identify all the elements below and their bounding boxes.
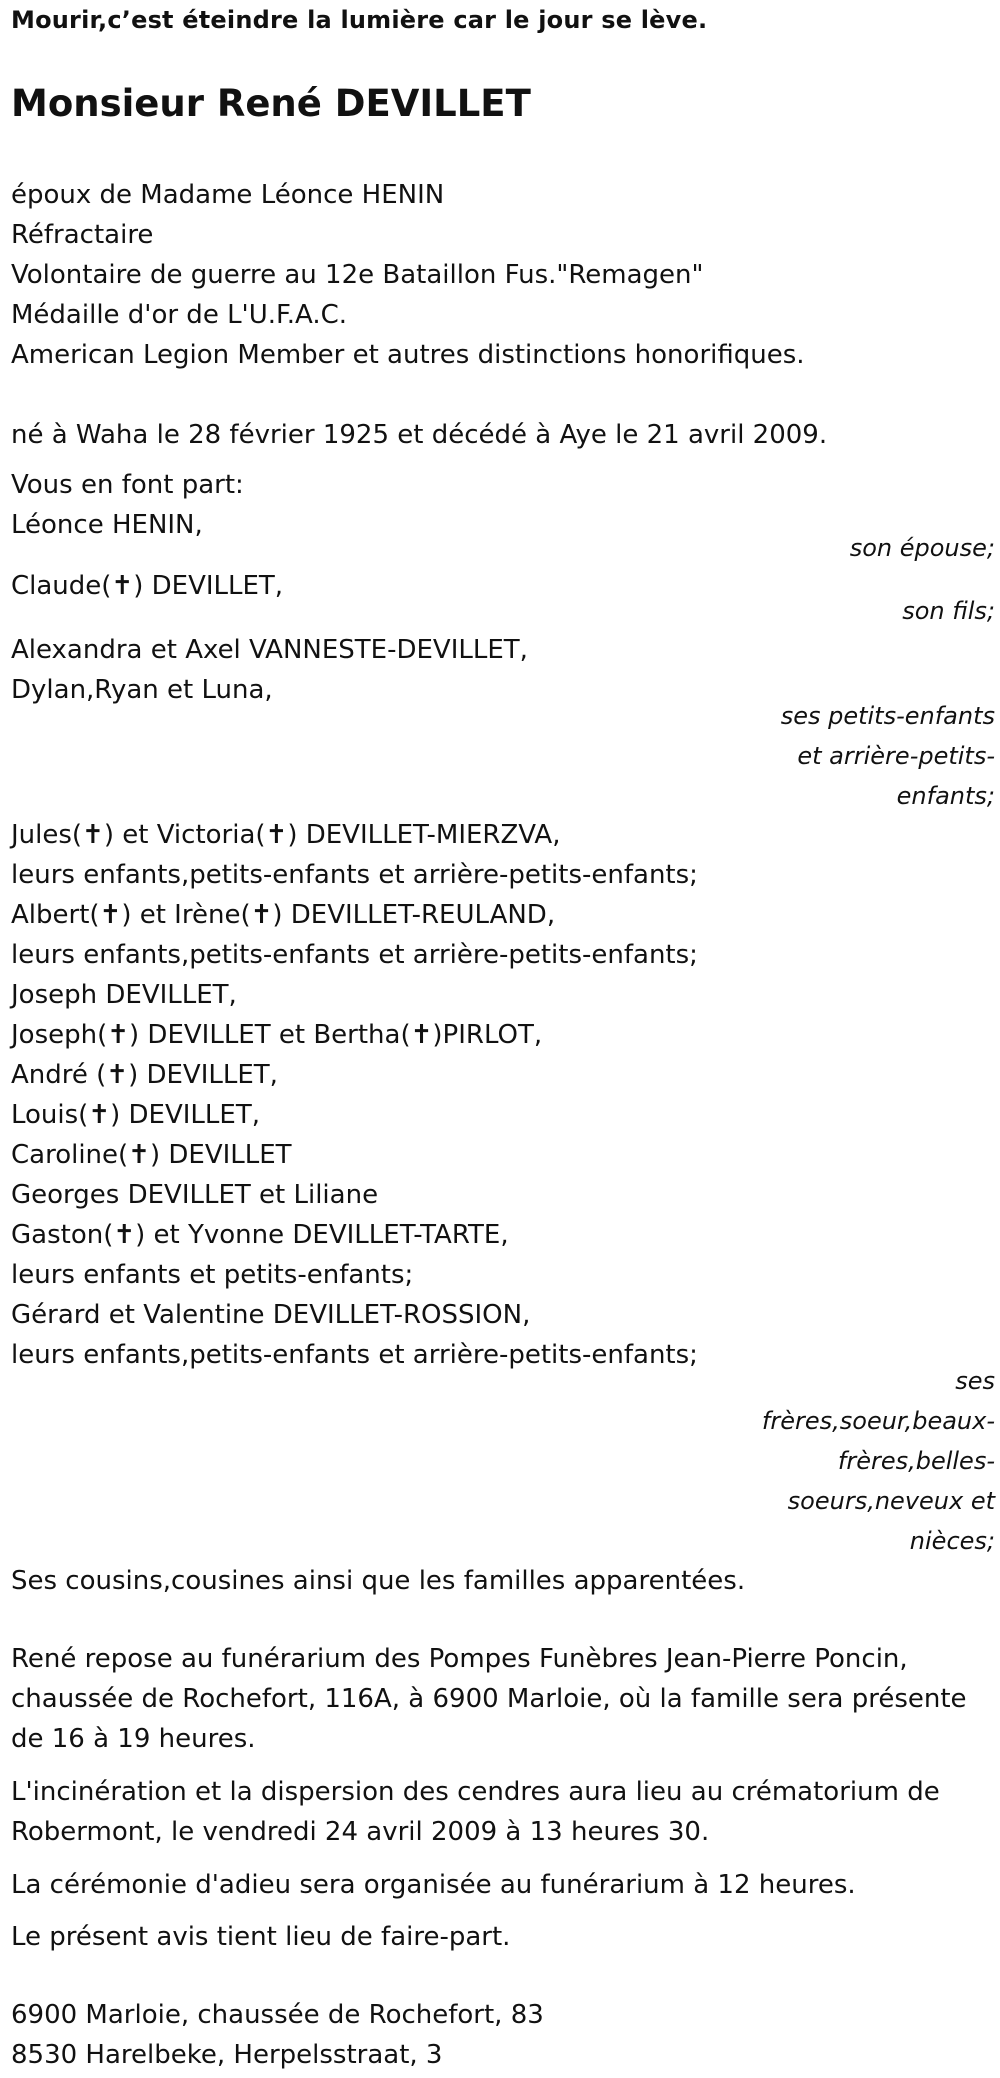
relation-label: frères,soeur,beaux- [761, 1407, 995, 1435]
relation-label: ses [955, 1367, 995, 1395]
ceremony-line: La cérémonie d'adieu sera organisée au funérarium à 12 heures. [11, 1870, 856, 1900]
family-line: Alexandra et Axel VANNESTE-DEVILLET, [11, 635, 528, 665]
family-line: Albert(✝) et Irène(✝) DEVILLET-REULAND, [11, 900, 556, 930]
funeral-line: de 16 à 19 heures. [11, 1724, 256, 1754]
family-line: Louis(✝) DEVILLET, [11, 1100, 260, 1130]
bio-line: Médaille d'or de L'U.F.A.C. [11, 300, 348, 330]
family-line: Joseph DEVILLET, [11, 980, 237, 1010]
relation-label: son épouse; [849, 534, 995, 562]
relation-label: frères,belles- [837, 1447, 995, 1475]
family-line: Léonce HENIN, [11, 510, 203, 540]
birth-death: né à Waha le 28 février 1925 et décédé à Aye le 21 avril 2009. [11, 420, 828, 450]
relation-label: soeurs,neveux et [787, 1487, 995, 1515]
relation-label: nièces; [909, 1527, 995, 1555]
family-line: Gérard et Valentine DEVILLET-ROSSION, [11, 1300, 531, 1330]
family-line: André (✝) DEVILLET, [11, 1060, 278, 1090]
funeral-line: chaussée de Rochefort, 116A, à 6900 Marloie, où la famille sera présente [11, 1684, 967, 1714]
relation-label: son fils; [902, 597, 995, 625]
family-line: Caroline(✝) DEVILLET [11, 1140, 292, 1170]
bio-line: époux de Madame Léonce HENIN [11, 180, 445, 210]
address-line: 8530 Harelbeke, Herpelsstraat, 3 [11, 2040, 443, 2070]
bio-line: American Legion Member et autres distinctions honorifiques. [11, 340, 805, 370]
family-line: leurs enfants,petits-enfants et arrière-petits-enfants; [11, 860, 698, 890]
address-line: 6900 Marloie, chaussée de Rochefort, 83 [11, 2000, 544, 2030]
bio-line: Volontaire de guerre au 12e Bataillon Fus."Remagen" [11, 260, 704, 290]
family-line: Claude(✝) DEVILLET, [11, 571, 284, 601]
family-line: Dylan,Ryan et Luna, [11, 675, 273, 705]
deceased-name: Monsieur René DEVILLET [11, 82, 531, 125]
relation-label: enfants; [896, 782, 995, 810]
relation-label: et arrière-petits- [797, 742, 995, 770]
family-line: Georges DEVILLET et Liliane [11, 1180, 379, 1210]
cremation-line: L'incinération et la dispersion des cendres aura lieu au crématorium de [11, 1777, 940, 1807]
cousins-line: Ses cousins,cousines ainsi que les familles apparentées. [11, 1566, 746, 1596]
notice-line: Le présent avis tient lieu de faire-part. [11, 1922, 511, 1952]
family-line: Gaston(✝) et Yvonne DEVILLET-TARTE, [11, 1220, 509, 1250]
cremation-line: Robermont, le vendredi 24 avril 2009 à 13 heures 30. [11, 1817, 710, 1847]
family-line: leurs enfants,petits-enfants et arrière-petits-enfants; [11, 940, 698, 970]
family-line: Jules(✝) et Victoria(✝) DEVILLET-MIERZVA, [11, 820, 561, 850]
family-line: leurs enfants,petits-enfants et arrière-petits-enfants; [11, 1340, 698, 1370]
announce-intro: Vous en font part: [11, 470, 244, 500]
family-line: Joseph(✝) DEVILLET et Bertha(✝)PIRLOT, [11, 1020, 543, 1050]
epigraph: Mourir,c’est éteindre la lumière car le jour se lève. [11, 6, 708, 34]
bio-line: Réfractaire [11, 220, 154, 250]
relation-label: ses petits-enfants [780, 702, 995, 730]
family-line: leurs enfants et petits-enfants; [11, 1260, 414, 1290]
funeral-line: René repose au funérarium des Pompes Funèbres Jean-Pierre Poncin, [11, 1644, 908, 1674]
